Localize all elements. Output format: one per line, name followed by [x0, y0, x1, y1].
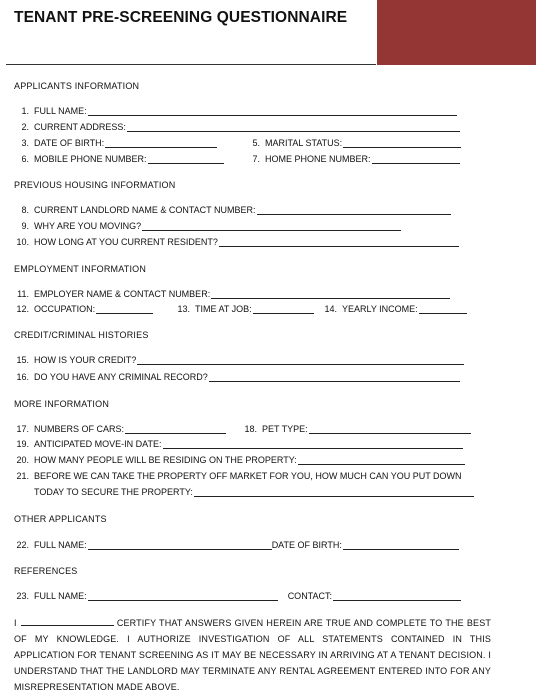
page-title: TENANT PRE-SCREENING QUESTIONNAIRE — [14, 9, 348, 26]
section-credit-criminal: CREDIT/CRIMINAL HISTORIES — [14, 330, 149, 340]
current-address-line[interactable] — [127, 122, 460, 132]
row-secure-property — [34, 487, 474, 497]
row-marital-status — [243, 138, 461, 148]
section-applicants-information: APPLICANTS INFORMATION — [14, 81, 140, 91]
field-number: 5. — [252, 138, 260, 148]
section-more-information: MORE INFORMATION — [14, 399, 110, 409]
secure-property-line[interactable] — [194, 487, 474, 497]
field-number: 11. — [17, 289, 29, 299]
row-date-of-birth — [12, 138, 217, 148]
field-number: 18. — [244, 424, 257, 434]
date-of-birth-line[interactable] — [105, 138, 217, 148]
field-number: 22. — [16, 540, 29, 550]
row-mobile-phone — [12, 154, 224, 164]
field-number: 8. — [21, 205, 29, 215]
field-label-criminal-record: DO YOU HAVE ANY CRIMINAL RECORD? — [34, 372, 208, 382]
other-date-of-birth-line[interactable] — [343, 540, 459, 550]
certification-prefix: I — [14, 618, 17, 628]
section-employment: EMPLOYMENT INFORMATION — [14, 264, 147, 274]
field-label-occupation: OCCUPATION: — [34, 304, 96, 314]
field-label-current-address: CURRENT ADDRESS: — [34, 122, 126, 132]
row-time-at-job — [173, 304, 314, 314]
row-other-full-name — [12, 540, 459, 550]
row-home-phone — [243, 154, 460, 164]
field-number: 7. — [252, 154, 260, 164]
field-label-full-name: FULL NAME: — [34, 106, 87, 116]
field-label-secure-property: TODAY TO SECURE THE PROPERTY: — [34, 487, 193, 497]
row-number-of-cars — [12, 424, 226, 434]
field-label-why-moving: WHY ARE YOU MOVING? — [34, 221, 142, 231]
field-label-reference-full-name: FULL NAME: — [34, 591, 87, 601]
field-label-put-down: BEFORE WE CAN TAKE THE PROPERTY OFF MARKET FOR YOU, HOW MUCH CAN YOU PUT DOWN — [34, 471, 462, 481]
row-occupation — [12, 304, 153, 314]
field-label-credit: HOW IS YOUR CREDIT? — [34, 355, 137, 365]
row-criminal-record — [12, 372, 460, 382]
reference-contact-line[interactable] — [333, 591, 461, 601]
field-label-date-of-birth: DATE OF BIRTH: — [34, 138, 105, 148]
field-label-other-date-of-birth: DATE OF BIRTH: — [271, 540, 342, 550]
occupation-line[interactable] — [96, 304, 153, 314]
row-move-in-date — [12, 439, 463, 449]
field-number: 21. — [16, 471, 29, 481]
section-other-applicants: OTHER APPLICANTS — [14, 514, 107, 524]
how-long-line[interactable] — [219, 237, 459, 247]
criminal-record-line[interactable] — [209, 372, 460, 382]
row-put-down — [12, 471, 462, 481]
row-full-name — [12, 106, 457, 116]
certification-paragraph — [14, 615, 491, 695]
row-pet-type — [240, 424, 471, 434]
full-name-line[interactable] — [88, 106, 457, 116]
title-divider — [6, 64, 376, 65]
field-label-other-full-name: FULL NAME: — [34, 540, 87, 550]
other-full-name-line[interactable] — [88, 540, 272, 550]
field-number: 6. — [21, 154, 29, 164]
field-number: 2. — [21, 122, 29, 132]
number-of-cars-line[interactable] — [125, 424, 226, 434]
row-how-long — [12, 237, 459, 247]
field-label-how-long: HOW LONG AT YOU CURRENT RESIDENT? — [34, 237, 218, 247]
field-label-reference-contact: CONTACT: — [287, 591, 333, 601]
home-phone-line[interactable] — [372, 154, 460, 164]
employer-line[interactable] — [211, 289, 450, 299]
field-label-time-at-job: TIME AT JOB: — [195, 304, 252, 314]
field-label-residing-people: HOW MANY PEOPLE WILL BE RESIDING ON THE PROPERTY: — [34, 455, 297, 465]
row-reference-full-name — [12, 591, 461, 601]
field-number: 13. — [177, 304, 190, 314]
row-residing-people — [12, 455, 465, 465]
field-label-home-phone: HOME PHONE NUMBER: — [265, 154, 371, 164]
row-current-landlord — [12, 205, 451, 215]
row-current-address — [12, 122, 460, 132]
field-label-yearly-income: YEARLY INCOME: — [342, 304, 418, 314]
mobile-phone-line[interactable] — [148, 154, 224, 164]
row-employer — [12, 289, 450, 299]
certification-name-line[interactable] — [21, 617, 114, 626]
marital-status-line[interactable] — [343, 138, 461, 148]
field-label-employer: EMPLOYER NAME & CONTACT NUMBER: — [34, 289, 211, 299]
row-credit — [12, 355, 464, 365]
why-moving-line[interactable] — [142, 221, 401, 231]
field-number: 17. — [16, 424, 29, 434]
field-number: 12. — [16, 304, 29, 314]
field-number: 19. — [16, 439, 29, 449]
residing-people-line[interactable] — [298, 455, 465, 465]
field-number: 15. — [16, 355, 29, 365]
reference-full-name-line[interactable] — [88, 591, 278, 601]
field-number: 14. — [324, 304, 337, 314]
field-number: 23. — [16, 591, 29, 601]
field-label-pet-type: PET TYPE: — [262, 424, 308, 434]
section-references: REFERENCES — [14, 566, 78, 576]
field-label-mobile-phone: MOBILE PHONE NUMBER: — [34, 154, 147, 164]
pet-type-line[interactable] — [309, 424, 471, 434]
field-number: 9. — [21, 221, 29, 231]
credit-line[interactable] — [137, 355, 464, 365]
move-in-date-line[interactable] — [163, 439, 463, 449]
field-number: 16. — [16, 372, 29, 382]
field-number: 20. — [16, 455, 29, 465]
time-at-job-line[interactable] — [253, 304, 314, 314]
field-label-move-in-date: ANTICIPATED MOVE-IN DATE: — [34, 439, 162, 449]
row-yearly-income — [320, 304, 467, 314]
yearly-income-line[interactable] — [419, 304, 467, 314]
field-label-number-of-cars: NUMBERS OF CARS: — [34, 424, 125, 434]
field-number: 1. — [21, 106, 29, 116]
field-number: 3. — [21, 138, 29, 148]
field-number: 10. — [16, 237, 29, 247]
certification-text: CERTIFY THAT ANSWERS GIVEN HEREIN ARE TRUE AND COMPLETE TO THE BEST OF MY KNOWLEDGE. I AUTHORIZE INVESTIGATION OF ALL STATEMENTS CONTAINED IN THIS APPLICATION FOR TENANT SCREENING AS IT MAY BE NECESSARY IN ARRIVING AT A TENANT DECISION. I UNDERSTAND THAT THE LANDLORD MAY TERMINATE ANY RENTAL AGREEMENT ENTERED INTO FOR ANY MISREPRESENTATION MADE ABOVE. — [14, 618, 491, 692]
row-why-moving — [12, 221, 401, 231]
field-label-current-landlord: CURRENT LANDLORD NAME & CONTACT NUMBER: — [34, 205, 256, 215]
brand-color-block — [377, 0, 536, 65]
section-previous-housing: PREVIOUS HOUSING INFORMATION — [14, 180, 176, 190]
current-landlord-line[interactable] — [257, 205, 451, 215]
field-label-marital-status: MARITAL STATUS: — [265, 138, 343, 148]
